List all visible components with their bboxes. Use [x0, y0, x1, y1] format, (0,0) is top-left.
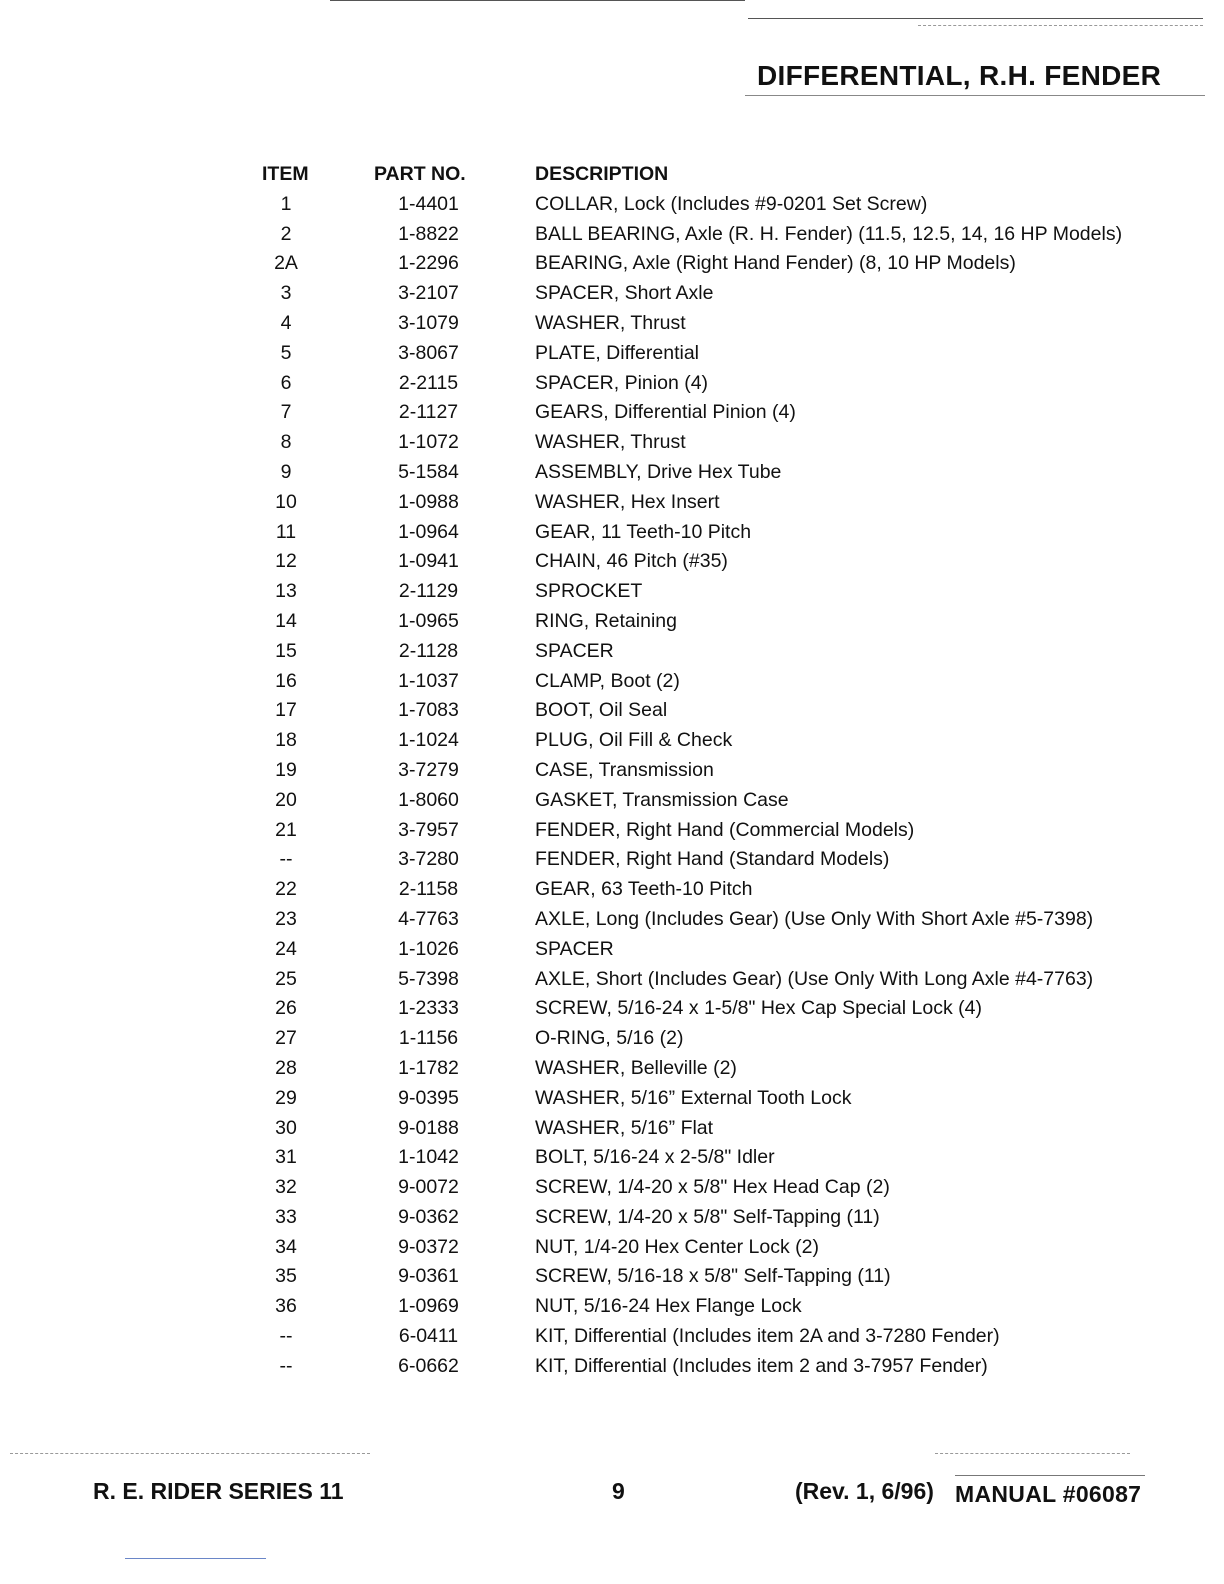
part-number: 1-8060 [398, 788, 459, 811]
table-row [262, 1143, 1122, 1173]
item-number: 30 [275, 1116, 297, 1139]
part-number: 1-2296 [398, 252, 459, 275]
part-description: AXLE, Long (Includes Gear) (Use Only With Short Axle #5-7398) [535, 907, 1094, 930]
item-number: 18 [275, 729, 297, 752]
part-number: 3-7957 [398, 818, 459, 841]
item-number: 10 [275, 490, 297, 513]
part-number: 1-1037 [398, 669, 459, 692]
part-description: FENDER, Right Hand (Standard Models) [535, 848, 890, 871]
part-number: 1-7083 [398, 699, 459, 722]
part-description: SCREW, 1/4-20 x 5/8" Self-Tapping (11) [535, 1205, 880, 1228]
part-number: 2-2115 [398, 371, 459, 394]
item-number: 9 [280, 460, 292, 483]
item-number: 2A [274, 252, 298, 275]
table-row [262, 1084, 1122, 1114]
part-number: 3-7280 [398, 848, 459, 871]
item-number: 34 [275, 1235, 297, 1258]
item-number: 25 [275, 967, 297, 990]
item-number: 5 [280, 341, 292, 364]
table-row [262, 935, 1122, 965]
table-row [262, 786, 1122, 816]
item-number: 28 [275, 1056, 297, 1079]
part-description: NUT, 1/4-20 Hex Center Lock (2) [535, 1235, 819, 1258]
table-row [262, 1024, 1122, 1054]
part-description: SPACER [535, 937, 614, 960]
table-row [262, 756, 1122, 786]
part-number: 1-1156 [398, 1027, 459, 1050]
item-number: 21 [275, 818, 297, 841]
part-description: WASHER, Belleville (2) [535, 1056, 737, 1079]
part-number: 5-7398 [398, 967, 459, 990]
part-number: 2-1129 [398, 580, 459, 603]
table-row [262, 1114, 1122, 1144]
table-row [262, 398, 1122, 428]
part-description: KIT, Differential (Includes item 2 and 3-7957 Fender) [535, 1354, 988, 1377]
part-number: 2-1128 [398, 639, 459, 662]
table-row [262, 667, 1122, 697]
part-description: SCREW, 5/16-18 x 5/8" Self-Tapping (11) [535, 1265, 891, 1288]
part-description: RING, Retaining [535, 609, 677, 632]
table-row [262, 249, 1122, 279]
table-row [262, 726, 1122, 756]
item-number: 7 [280, 401, 292, 424]
item-number: 6 [280, 371, 292, 394]
item-number: 4 [280, 311, 292, 334]
footer-series: R. E. RIDER SERIES 11 [93, 1478, 344, 1504]
item-number: 15 [275, 639, 297, 662]
part-number: 1-0965 [398, 609, 459, 632]
footer-rule-right [935, 1453, 1130, 1454]
part-description: ASSEMBLY, Drive Hex Tube [535, 460, 782, 483]
title-underline [745, 95, 1205, 96]
part-number: 1-1782 [398, 1056, 459, 1079]
table-row [262, 845, 1122, 875]
column-header-item: ITEM [262, 163, 309, 185]
top-rule-left [330, 0, 745, 1]
table-row [262, 637, 1122, 667]
part-number: 5-1584 [398, 460, 459, 483]
item-number: 14 [275, 609, 297, 632]
footer-revision: (Rev. 1, 6/96) [795, 1478, 934, 1504]
part-number: 1-1042 [398, 1146, 459, 1169]
footer-manual-number: MANUAL #06087 [955, 1481, 1142, 1507]
item-number: 31 [275, 1146, 297, 1169]
table-row [262, 458, 1122, 488]
table-row [262, 607, 1122, 637]
table-row [262, 1173, 1122, 1203]
part-number: 1-4401 [398, 192, 459, 215]
part-description: WASHER, 5/16” Flat [535, 1116, 714, 1139]
part-number: 1-8822 [398, 222, 459, 245]
item-number: 13 [275, 580, 297, 603]
part-number: 1-1026 [398, 937, 459, 960]
table-row [262, 994, 1122, 1024]
table-row [262, 1233, 1122, 1263]
table-row [262, 1292, 1122, 1322]
footer-manual-overline [955, 1475, 1145, 1476]
part-number: 6-0411 [398, 1325, 459, 1348]
table-row [262, 190, 1122, 220]
part-description: CASE, Transmission [535, 758, 714, 781]
part-description: BOOT, Oil Seal [535, 699, 668, 722]
part-description: GEAR, 11 Teeth-10 Pitch [535, 520, 752, 543]
part-number: 9-0395 [398, 1086, 459, 1109]
table-row [262, 1322, 1122, 1352]
item-number: 29 [275, 1086, 297, 1109]
part-description: WASHER, Hex Insert [535, 490, 720, 513]
part-description: SPROCKET [535, 580, 643, 603]
part-number: 9-0188 [398, 1116, 459, 1139]
part-description: GEARS, Differential Pinion (4) [535, 401, 796, 424]
bottom-blue-line [125, 1558, 266, 1559]
item-number: 27 [275, 1027, 297, 1050]
item-number: 26 [275, 997, 297, 1020]
part-description: SPACER, Short Axle [535, 282, 714, 305]
part-description: SPACER [535, 639, 614, 662]
part-number: 3-1079 [398, 311, 459, 334]
item-number: -- [279, 1354, 293, 1377]
part-number: 2-1158 [398, 878, 459, 901]
item-number: -- [279, 848, 293, 871]
part-number: 1-0941 [398, 550, 459, 573]
part-number: 1-1072 [398, 431, 459, 454]
table-row [262, 696, 1122, 726]
item-number: -- [279, 1325, 293, 1348]
part-number: 1-1024 [398, 729, 459, 752]
table-row [262, 428, 1122, 458]
part-description: PLUG, Oil Fill & Check [535, 729, 733, 752]
item-number: 33 [275, 1205, 297, 1228]
part-number: 3-2107 [398, 282, 459, 305]
item-number: 3 [280, 282, 292, 305]
item-number: 8 [280, 431, 292, 454]
part-description: BOLT, 5/16-24 x 2-5/8" Idler [535, 1146, 775, 1169]
table-row [262, 905, 1122, 935]
part-description: WASHER, Thrust [535, 431, 686, 454]
table-row [262, 1262, 1122, 1292]
page-title: DIFFERENTIAL, R.H. FENDER [757, 60, 1162, 91]
item-number: 12 [275, 550, 297, 573]
part-description: SPACER, Pinion (4) [535, 371, 709, 394]
part-number: 1-2333 [398, 997, 459, 1020]
item-number: 35 [275, 1265, 297, 1288]
part-description: COLLAR, Lock (Includes #9-0201 Set Screw) [535, 192, 928, 215]
table-row [262, 1054, 1122, 1084]
part-description: BALL BEARING, Axle (R. H. Fender) (11.5, 12.5, 14, 16 HP Models) [535, 222, 1123, 245]
table-row [262, 547, 1122, 577]
item-number: 24 [275, 937, 297, 960]
table-row [262, 369, 1122, 399]
table-row [262, 279, 1122, 309]
part-number: 1-0969 [398, 1295, 459, 1318]
part-description: SCREW, 1/4-20 x 5/8" Hex Head Cap (2) [535, 1176, 890, 1199]
item-number: 1 [280, 192, 292, 215]
part-number: 9-0372 [398, 1235, 459, 1258]
column-header-part-no: PART NO. [374, 163, 466, 185]
part-description: NUT, 5/16-24 Hex Flange Lock [535, 1295, 802, 1318]
item-number: 19 [275, 758, 297, 781]
part-number: 4-7763 [398, 907, 459, 930]
table-row [262, 220, 1122, 250]
table-row [262, 875, 1122, 905]
item-number: 23 [275, 907, 297, 930]
part-number: 1-0988 [398, 490, 459, 513]
part-description: GEAR, 63 Teeth-10 Pitch [535, 878, 753, 901]
part-number: 1-0964 [398, 520, 459, 543]
top-rule-right-2 [918, 25, 1203, 26]
table-row [262, 577, 1122, 607]
part-description: AXLE, Short (Includes Gear) (Use Only With Long Axle #4-7763) [535, 967, 1094, 990]
part-description: SCREW, 5/16-24 x 1-5/8" Hex Cap Special Lock (4) [535, 997, 982, 1020]
table-row [262, 309, 1122, 339]
part-description: CHAIN, 46 Pitch (#35) [535, 550, 728, 573]
table-row [262, 339, 1122, 369]
table-row [262, 488, 1122, 518]
part-number: 9-0362 [398, 1205, 459, 1228]
part-description: O-RING, 5/16 (2) [535, 1027, 684, 1050]
table-row [262, 1352, 1122, 1382]
footer-rule-left [10, 1453, 370, 1454]
item-number: 22 [275, 878, 297, 901]
table-row [262, 1203, 1122, 1233]
table-header-row [262, 160, 1122, 190]
item-number: 2 [280, 222, 292, 245]
part-description: CLAMP, Boot (2) [535, 669, 680, 692]
parts-table [262, 160, 1122, 1382]
part-number: 3-7279 [398, 758, 459, 781]
part-number: 9-0361 [398, 1265, 459, 1288]
item-number: 11 [275, 520, 297, 543]
parts-table-body [262, 190, 1122, 1382]
part-description: GASKET, Transmission Case [535, 788, 789, 811]
item-number: 32 [275, 1176, 297, 1199]
part-description: PLATE, Differential [535, 341, 700, 364]
column-header-description: DESCRIPTION [535, 163, 669, 185]
part-number: 6-0662 [398, 1354, 459, 1377]
part-number: 2-1127 [398, 401, 459, 424]
table-row [262, 816, 1122, 846]
part-description: WASHER, 5/16” External Tooth Lock [535, 1086, 852, 1109]
item-number: 36 [275, 1295, 297, 1318]
item-number: 20 [275, 788, 297, 811]
part-number: 3-8067 [398, 341, 459, 364]
part-description: FENDER, Right Hand (Commercial Models) [535, 818, 915, 841]
part-number: 9-0072 [398, 1176, 459, 1199]
item-number: 16 [275, 669, 297, 692]
item-number: 17 [275, 699, 297, 722]
part-description: KIT, Differential (Includes item 2A and 3-7280 Fender) [535, 1325, 1000, 1348]
part-description: WASHER, Thrust [535, 311, 686, 334]
table-row [262, 518, 1122, 548]
part-description: BEARING, Axle (Right Hand Fender) (8, 10 HP Models) [535, 252, 1016, 275]
table-row [262, 965, 1122, 995]
top-rule-right [748, 18, 1203, 19]
page-number: 9 [612, 1478, 625, 1504]
